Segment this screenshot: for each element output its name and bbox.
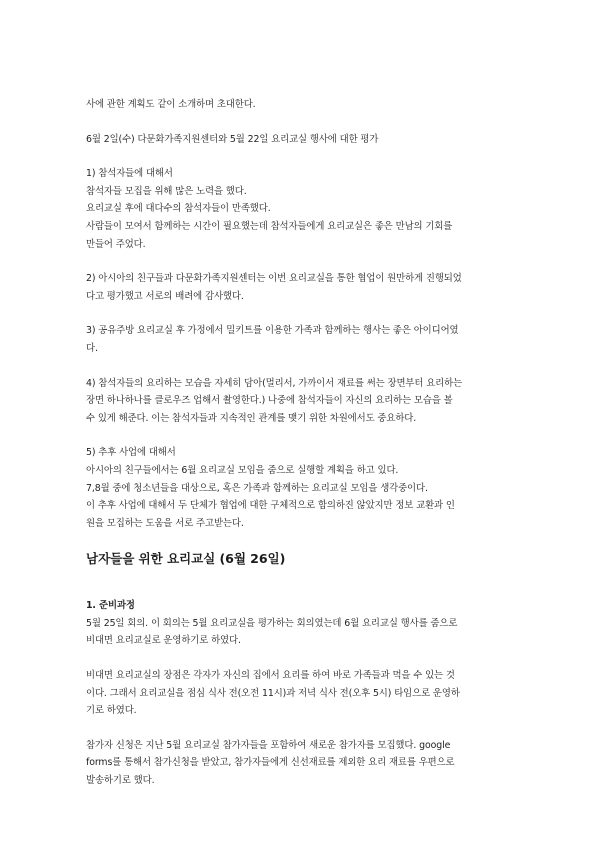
evaluation-item-2 bbox=[86, 270, 526, 305]
text-line: 장면 하나하나를 클로우즈 업해서 촬영한다.) 나중에 참석자들이 자신의 요리하는 모습을 볼 bbox=[86, 395, 453, 407]
intro-paragraph bbox=[86, 96, 526, 114]
section-title: 남자들을 위한 요리교실 (6월 26일) bbox=[86, 551, 286, 567]
evaluation-item-1 bbox=[86, 165, 526, 253]
text-line: 2) 아시아의 친구들과 다문화가족지원센터는 이번 요리교실을 통한 협업이 원만하게 진행되었 bbox=[86, 273, 462, 285]
text-line: 7,8월 중에 청소년들을 대상으로, 혹은 가족과 함께하는 요리교실 모임을 생각중이다. bbox=[86, 482, 428, 494]
men-cooking-prep bbox=[86, 597, 526, 650]
text-line: 수 있게 해준다. 이는 참석자들과 지속적인 관계를 맺기 위한 차원에서도 중요하다. bbox=[86, 412, 417, 424]
evaluation-item-4 bbox=[86, 375, 526, 428]
men-cooking-paragraph-2 bbox=[86, 667, 526, 720]
text-line: 4) 참석자들의 요리하는 모습을 자세히 담아(멀리서, 가까이서 재료를 써는 장면부터 요리하는 bbox=[86, 377, 463, 389]
text-line: 6월 2일(수) 다문화가족지원센터와 5월 22일 요리교실 행사에 대한 평가 bbox=[86, 133, 379, 145]
text-line: 아시아의 친구들에서는 6월 요리교실 모임을 줌으로 실행할 계획을 하고 있다. bbox=[86, 464, 399, 476]
text-line: 발송하기로 했다. bbox=[86, 775, 155, 787]
evaluation-item-5 bbox=[86, 444, 526, 532]
men-cooking-paragraph-3 bbox=[86, 737, 526, 790]
subheading: 1. 준비과정 bbox=[86, 600, 135, 612]
text-line: 요리교실 후에 대다수의 참석자들이 만족했다. bbox=[86, 203, 271, 215]
text-line: 5) 추후 사업에 대해서 bbox=[86, 447, 176, 459]
document-page bbox=[86, 96, 526, 807]
text-line: 원을 모집하는 도움을 서로 주고받는다. bbox=[86, 517, 244, 529]
text-line: 참가자 신청은 지난 5월 요리교실 참가자들을 포함하여 새로운 참가자를 모집했다. google bbox=[86, 739, 451, 751]
text-line: 참석자들 모집을 위해 많은 노력을 했다. bbox=[86, 185, 247, 197]
text-line: 사람들이 모여서 함께하는 시간이 필요했는데 참석자들에게 요리교실은 좋은 만남의 기회를 bbox=[86, 220, 453, 232]
text-line: 다. bbox=[86, 342, 98, 354]
text-line: 만들어 주었다. bbox=[86, 238, 146, 250]
text-line: forms를 통해서 참가신청을 받았고, 참가자들에게 신선재료를 제외한 요리 재료를 우편으로 bbox=[86, 757, 455, 769]
text-line: 다고 평가했고 서로의 배려에 감사했다. bbox=[86, 290, 244, 302]
text-line: 비대면 요리교실의 장점은 각자가 자신의 집에서 요리를 하여 바로 가족들과 먹을 수 있는 것 bbox=[86, 670, 455, 682]
evaluation-heading bbox=[86, 131, 526, 149]
text-line: 사에 관한 계획도 같이 소개하며 초대한다. bbox=[86, 99, 256, 110]
text-line: 3) 공유주방 요리교실 후 가정에서 밀키트를 이용한 가족과 함께하는 행사는 좋은 아이디어였 bbox=[86, 325, 459, 337]
text-line: 1) 참석자들에 대해서 bbox=[86, 168, 173, 180]
text-line: 비대면 요리교실로 운영하기로 하였다. bbox=[86, 635, 241, 647]
text-line: 기로 하였다. bbox=[86, 705, 137, 717]
text-line: 5월 25일 회의. 이 회의는 5월 요리교실을 평가하는 회의였는데 6월 요리교실 행사를 줌으로 bbox=[86, 617, 458, 629]
text-line: 이 추후 사업에 대해서 두 단체가 협업에 대한 구체적으로 합의하진 않았지만 정보 교환과 인 bbox=[86, 500, 455, 512]
spacer bbox=[86, 650, 526, 667]
text-line: 이다. 그래서 요리교실을 점심 식사 전(오전 11시)과 저녁 식사 전(오후 5시) 타임으로 운영하 bbox=[86, 687, 460, 699]
evaluation-item-3 bbox=[86, 322, 526, 357]
